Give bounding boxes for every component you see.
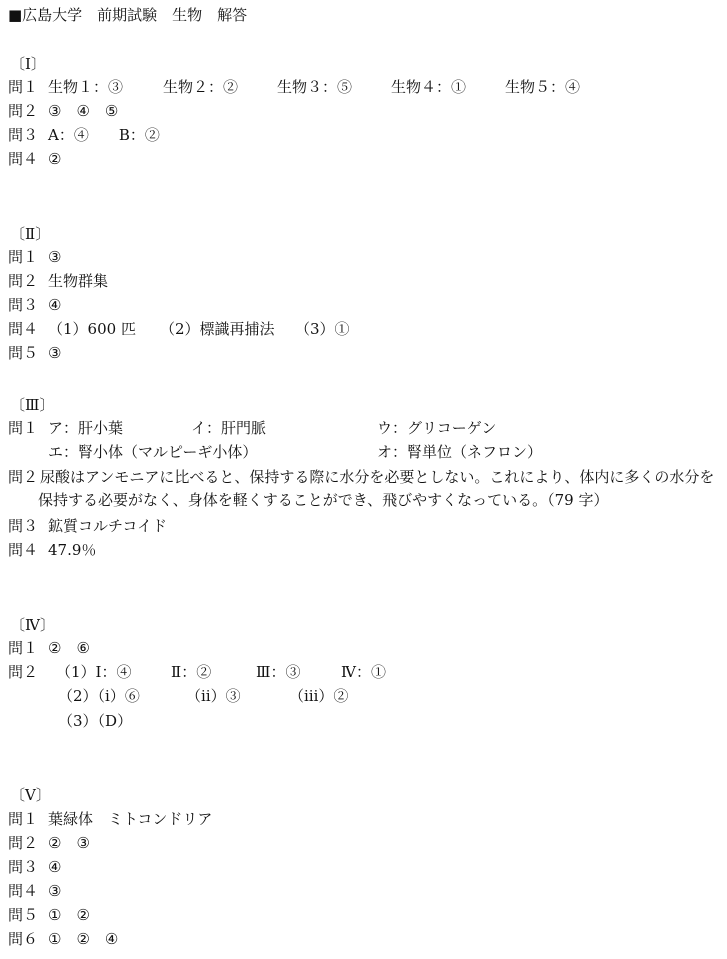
answer-text: 葉緑体 ミトコンドリア — [48, 810, 213, 828]
question-number: 問１ — [8, 419, 39, 437]
answer-text: ③ — [48, 344, 62, 362]
answer-paragraph: 尿酸はアンモニアに比べると、保持する際に水分を必要としない。これにより、体内に多くの水分を保持する必要がなく、身体を軽くすることができ、飛びやすくなっている。（79 字） — [38, 468, 715, 509]
section-3-label: 〔Ⅲ〕 — [10, 396, 55, 414]
question-number: 問４ — [8, 541, 39, 559]
answer-text: ② ③ — [48, 834, 90, 852]
answer-text: （1）600 匹 — [48, 320, 136, 338]
answer-text: （2）（ⅰ）⑥ — [58, 687, 140, 705]
answer-text: ④ — [48, 858, 62, 876]
answer-text: Ⅲ：③ — [256, 663, 301, 681]
question-number: 問３ — [8, 296, 39, 314]
question-number: 問４ — [8, 150, 39, 168]
question-number: 問６ — [8, 930, 39, 948]
answer-text: ウ：グリコーゲン — [377, 419, 497, 437]
question-number: 問３ — [8, 126, 39, 144]
question-number: 問１ — [8, 639, 39, 657]
answer-text: 47.9％ — [48, 541, 97, 559]
section-5-label: 〔Ⅴ〕 — [10, 786, 51, 804]
section-1-label: 〔Ⅰ〕 — [10, 55, 46, 73]
answer-text: 生物群集 — [48, 272, 109, 290]
question-number: 問１ — [8, 78, 39, 96]
answer-text: 生物２：② — [163, 78, 239, 96]
answer-text: ③ — [48, 882, 62, 900]
question-number: 問１ — [8, 810, 39, 828]
answer-text: Ⅱ：② — [171, 663, 212, 681]
answer-text: （ⅱ）③ — [186, 687, 241, 705]
answer-text: （3）（D） — [58, 712, 133, 730]
answer-text: Ⅳ：① — [341, 663, 386, 681]
question-number: 問２ — [8, 468, 39, 486]
section-2-label: 〔Ⅱ〕 — [10, 225, 51, 243]
question-number: 問２ — [8, 272, 39, 290]
question-number: 問５ — [8, 344, 39, 362]
answer-text: 生物５：④ — [505, 78, 581, 96]
question-number: 問４ — [8, 320, 39, 338]
question-number: 問２ — [8, 834, 39, 852]
answer-text: （2）標識再捕法 — [160, 320, 275, 338]
question-number: 問３ — [8, 517, 39, 535]
answer-text: イ：肝門脈 — [191, 419, 267, 437]
answer-text: （1）Ⅰ：④ — [56, 663, 132, 681]
answer-text: ④ — [48, 296, 62, 314]
answer-text: 生物４：① — [391, 78, 467, 96]
answer-text: ② — [48, 150, 62, 168]
answer-text: エ：腎小体（マルピーギ小体） — [48, 443, 258, 461]
question-number: 問２ — [8, 102, 39, 120]
answer-text: 生物１：③ — [48, 78, 124, 96]
answer-text: （3）① — [295, 320, 350, 338]
answer-text: 鉱質コルチコイド — [48, 517, 167, 535]
answer-text: A：④ B：② — [48, 126, 160, 144]
answer-text: 生物３：⑤ — [277, 78, 353, 96]
answer-text: ア：肝小葉 — [48, 419, 124, 437]
question-number: 問２ — [8, 663, 39, 681]
answer-text: ① ② ④ — [48, 930, 119, 948]
question-number: 問３ — [8, 858, 39, 876]
question-number: 問５ — [8, 906, 39, 924]
section-4-label: 〔Ⅳ〕 — [10, 616, 55, 634]
answer-text: ③ ④ ⑤ — [48, 102, 119, 120]
document-title: ■広島大学 前期試験 生物 解答 — [8, 6, 248, 24]
answer-text: ① ② — [48, 906, 90, 924]
answer-text: （ⅲ）② — [289, 687, 349, 705]
answer-text: オ：腎単位（ネフロン） — [377, 443, 543, 461]
answer-text: ③ — [48, 248, 62, 266]
answer-text: ② ⑥ — [48, 639, 90, 657]
question-number: 問１ — [8, 248, 39, 266]
question-number: 問４ — [8, 882, 39, 900]
